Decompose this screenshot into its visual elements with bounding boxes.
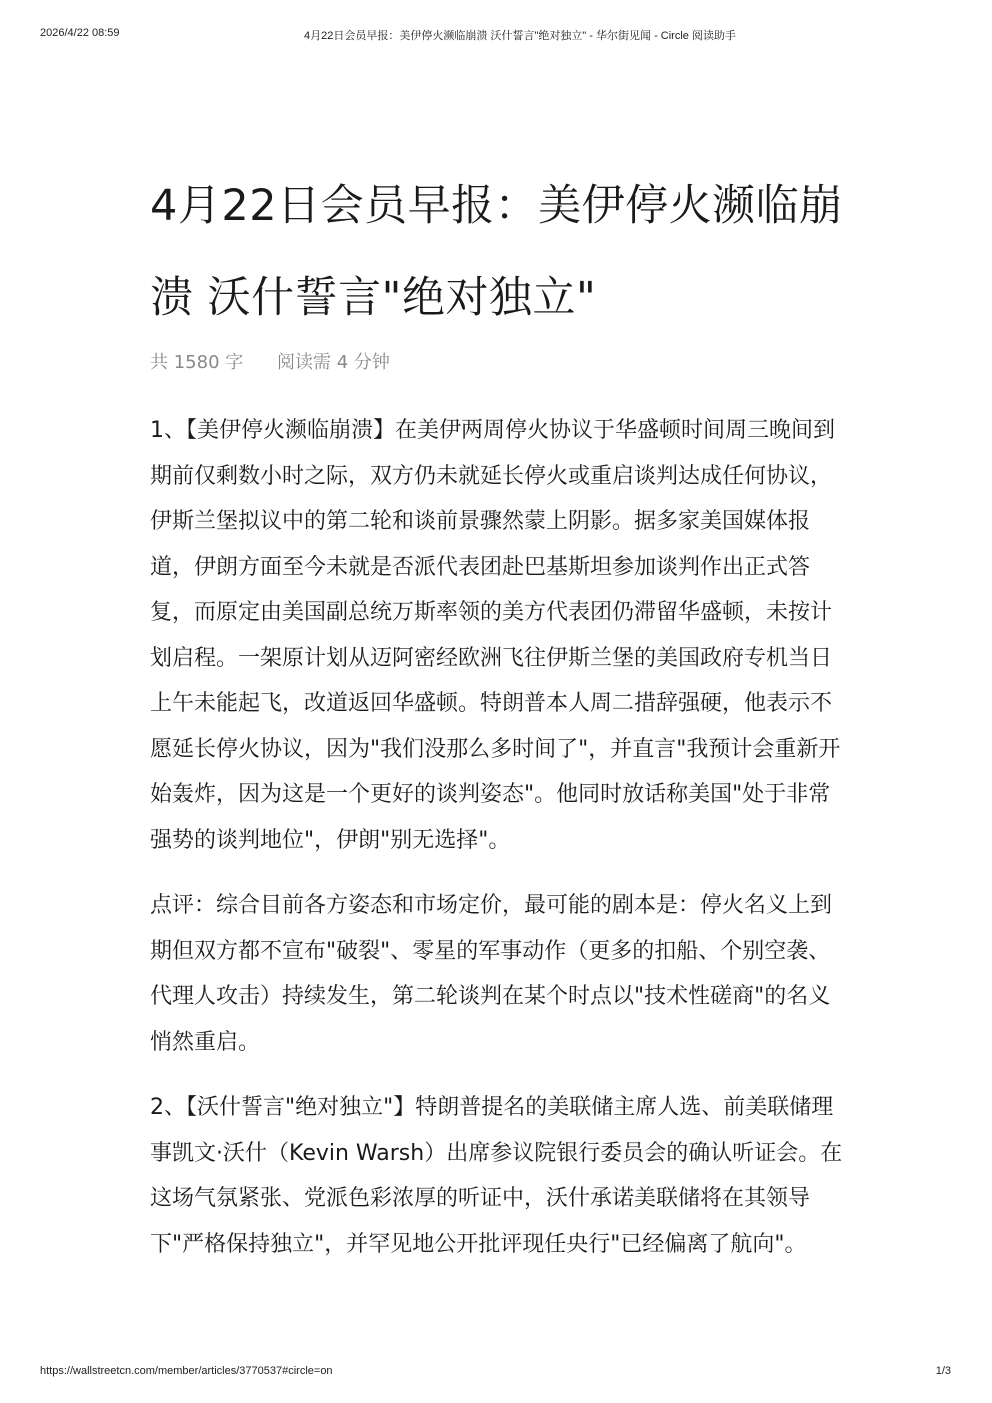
page-number: 1/3 bbox=[935, 1365, 951, 1377]
print-footer bbox=[0, 1365, 992, 1381]
article-paragraph: 1、【美伊停火濒临崩溃】在美伊两周停火协议于华盛顿时间周三晚间到期前仅剩数小时之际，双方仍未就延长停火或重启谈判达成任何协议，伊斯兰堡拟议中的第二轮和谈前景骤然蒙上阴影。据多家美国媒体报道，伊朗方面至今未就是否派代表团赴巴基斯坦参加谈判作出正式答复，而原定由美国副总统万斯率领的美方代表团仍滞留华盛顿，未按计划启程。一架原计划从迈阿密经欧洲飞往伊斯兰堡的美国政府专机当日上午未能起飞，改道返回华盛顿。特朗普本人周二措辞强硬，他表示不愿延长停火协议，因为"我们没那么多时间了"，并直言"我预计会重新开始轰炸，因为这是一个更好的谈判姿态"。他同时放话称美国"处于非常强势的谈判地位"，伊朗"别无选择"。 bbox=[150, 418, 841, 853]
article-paragraph: 2、【沃什誓言"绝对独立"】特朗普提名的美联储主席人选、前美联储理事凯文·沃什（Kevin Warsh）出席参议院银行委员会的确认听证会。在这场气氛紧张、党派色彩浓厚的听证中，沃什承诺美联储将在其领导下"严格保持独立"，并罕见地公开批评现任央行"已经偏离了航向"。 bbox=[150, 1095, 843, 1257]
reading-time: 阅读需 4 分钟 bbox=[277, 352, 390, 373]
article-paragraph: 点评：综合目前各方姿态和市场定价，最可能的剧本是：停火名义上到期但双方都不宣布"破裂"、零星的军事动作（更多的扣船、个别空袭、代理人攻击）持续发生，第二轮谈判在某个时点以"技术性磋商"的名义悄然重启。 bbox=[150, 893, 833, 1055]
article-meta bbox=[150, 350, 850, 376]
print-datetime: 2026/4/22 08:59 bbox=[40, 27, 120, 39]
article-title: 4月22日会员早报：美伊停火濒临崩溃 沃什誓言"绝对独立" bbox=[150, 181, 843, 323]
page-url: https://wallstreetcn.com/member/articles/3770537#circle=on bbox=[40, 1365, 333, 1377]
print-page-title: 4月22日会员早报：美伊停火濒临崩溃 沃什誓言"绝对独立" - 华尔街见闻 - Circle 阅读助手 bbox=[304, 30, 736, 42]
word-count: 共 1580 字 bbox=[150, 352, 244, 373]
article bbox=[150, 160, 850, 1267]
print-header bbox=[0, 27, 992, 43]
